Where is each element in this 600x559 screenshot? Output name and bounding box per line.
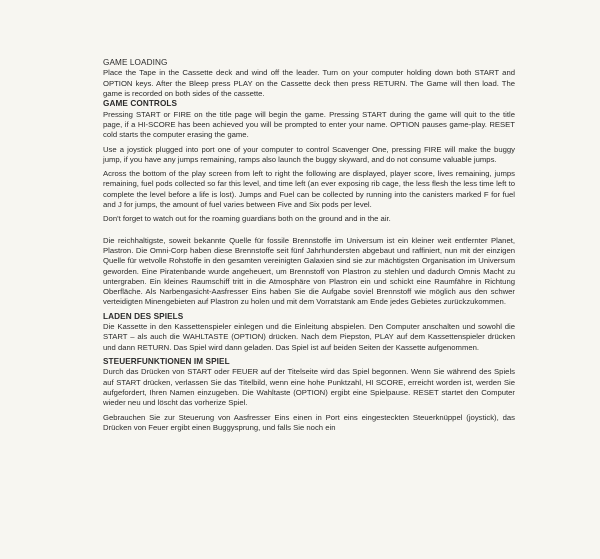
steuerfunktionen-text: Durch das Drücken von START oder FEUER auf der Titelseite wird das Spiel begonnen. Wenn Sie während des Spiels auf START drücken, verlassen Sie das Titelbild, wenn eine hohe Punktzahl, HI SCORE, erreicht worden ist, werden Sie aufgefordert, Ihren Namen einzugeben. Die Wahltaste (OPTION) ergibt eine Spielpause. RESET startet den Computer wieder neu und löscht das vorherize Spiel. (103, 367, 515, 408)
play-screen-text: Across the bottom of the play screen from left to right the following are displayed, player score, lives remaining, jumps remaining, fuel pods collected so far this level, and time left (an ever exposing rib cage, the less flesh the less time left to complete the level before a life is lost). Jumps and Fuel can be collected by running into the canisters marked F for fuel and J for jumps, the amount of fuel varies between Five and Six pods per level. (103, 169, 515, 210)
guardians-text: Don't forget to watch out for the roaming guardians both on the ground and in the air. (103, 214, 391, 224)
german-intro-text: Die reichhaltigste, soweit bekannte Quelle für fossile Brennstoffe im Universum ist ein kleiner weit entfernter Planet, Plastron. Die Omni-Corp haben diese Brennstoffe seit fünf Jahrhundersten abgebaut und raffiniert, nun mit der einzigen Quelle für wetvolle Rohstoffe in den gesamten vereinigten Galaxien sind sie zur mächtigsten Organisation im Universum geworden. Eine Piratenbande wurde angeheuert, um Brennstoff von Plastron zu stehlen und dadurch Omnis Macht zu untergraben. Ein kleines Raumschiff tritt in die Atmosphäre von Plastron ein und schickt eine Raumfähre in Richtung Oberfläche. Als Narbengasicht-Aasfresser Eins haben Sie die Aufgabe soviel Brennstoff wie möglich aus den schwer verteidigten Minengebieten auf Plastron zu holen und mit dem Vorratstank am Ende jedes Gebietes zurückzukommen. (103, 235, 515, 307)
joystick-text: Use a joystick plugged into port one of your computer to control Scavenger One, pressing FIRE will make the buggy jump, if you have any jumps remaining, ramps also launch the buggy skyward, and do not consume valuable jumps. (103, 144, 515, 164)
game-loading-text: Place the Tape in the Cassette deck and wind off the leader. Turn on your computer holding down both START and OPTION keys. After the Bleep press PLAY on the Cassette deck then press RETURN. The Game will then load. The game is recorded on both sides of the cassette. (103, 68, 515, 98)
laden-des-spiels-heading: LADEN DES SPIELS (103, 311, 184, 321)
instructions-column (103, 58, 515, 433)
steuerfunktionen-heading: STEUERFUNKTIONEN IM SPIEL (103, 357, 230, 367)
game-loading-heading: GAME LOADING (103, 58, 168, 67)
laden-des-spiels-text: Die Kassette in den Kassettenspieler einlegen und die Einleitung abspielen. Den Computer anschalten und sowohl die START – als auch die WAHLTASTE (OPTION) drücken. Nach dem Piepston, PLAY auf dem Kassettenspieler drücken und dann RETURN. Das Spiel wird dann geladen. Das Spiel ist auf beiden Seiten der Kassette aufgenommen. (103, 322, 515, 352)
german-joystick-text: Gebrauchen Sie zur Steuerung von Aasfresser Eins einen in Port eins eingesteckten Steuerknüppel (joystick), das Drücken von Feuer ergibt einen Buggysprung, und falls Sie noch ein (103, 412, 515, 432)
game-controls-heading: GAME CONTROLS (103, 99, 178, 109)
game-controls-text: Pressing START or FIRE on the title page will begin the game. Pressing START during the game will quit to the title page, if a HI-SCORE has been achieved you will be prompted to enter your name. OPTION pauses game-play. RESET cold starts the computer erasing the game. (103, 109, 515, 140)
